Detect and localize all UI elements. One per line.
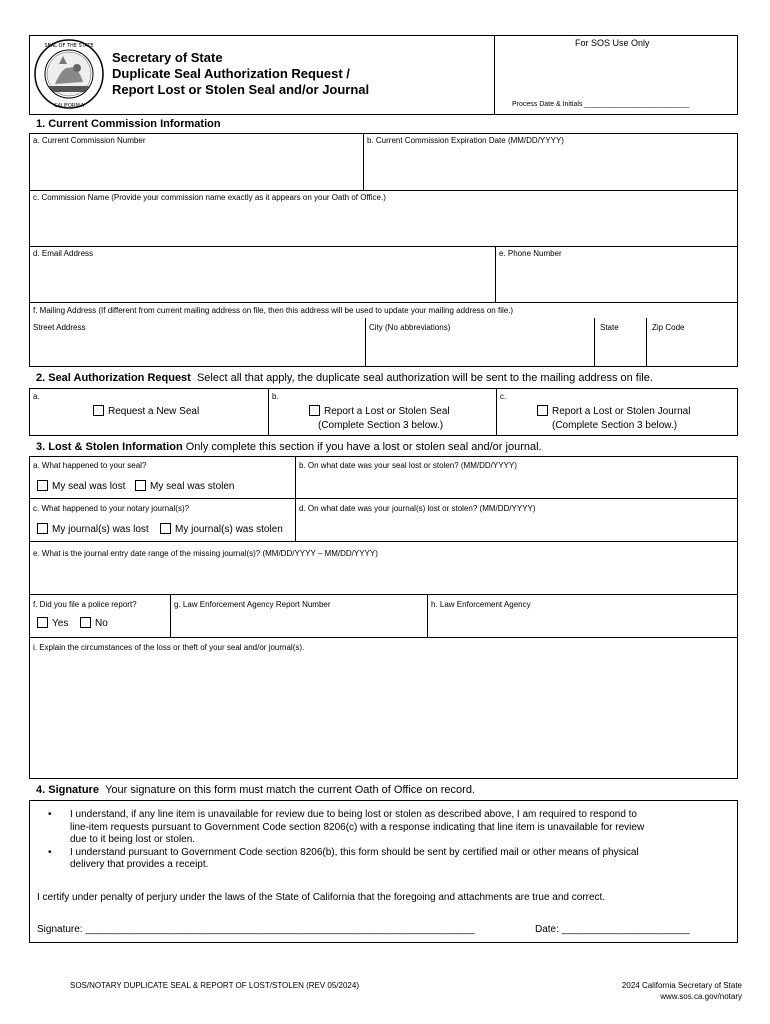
report-number-cell[interactable] — [170, 594, 427, 637]
journal-lost-label: My journal(s) was lost — [52, 524, 149, 535]
expiration-date-cell[interactable] — [363, 133, 738, 190]
journal-happened-label: c. What happened to your notary journal(s)? — [33, 504, 190, 513]
journal-stolen-option[interactable] — [160, 523, 283, 535]
state-seal-icon — [33, 38, 105, 110]
journal-stolen-label: My journal(s) was stolen — [175, 524, 283, 535]
footer-form-id: SOS/NOTARY DUPLICATE SEAL & REPORT OF LOST/STOLEN (REV 05/2024) — [70, 981, 359, 990]
phone-label: e. Phone Number — [499, 249, 562, 258]
certify-text: I certify under penalty of perjury under the laws of the State of California that the foregoing and attachments are true and correct. — [37, 892, 606, 903]
svg-text:SEAL OF THE STATE: SEAL OF THE STATE — [44, 43, 94, 49]
signature-line[interactable]: Signature: ______________________________________________________________________ — [37, 924, 475, 935]
expiration-date-label: b. Current Commission Expiration Date (MM/DD/YYYY) — [367, 136, 564, 145]
email-label: d. Email Address — [33, 249, 94, 258]
bullet-1-line-3: due to it being lost or stolen. — [70, 834, 196, 845]
header-divider — [494, 35, 495, 115]
s1-row-line-3 — [29, 302, 738, 303]
seal-lost-label: My seal was lost — [52, 481, 126, 492]
journal-lost-option[interactable] — [37, 523, 149, 535]
commission-number-cell[interactable] — [29, 133, 363, 190]
street-address-cell[interactable] — [29, 318, 365, 367]
police-yes-label: Yes — [52, 618, 69, 629]
request-new-seal-option[interactable] — [93, 405, 199, 417]
state-cell[interactable] — [594, 318, 646, 367]
title-line-1: Secretary of State — [112, 50, 223, 65]
police-yes-option[interactable] — [37, 617, 68, 629]
report-number-label: g. Law Enforcement Agency Report Number — [174, 600, 331, 609]
police-report-label: f. Did you file a police report? — [33, 600, 137, 609]
journal-date-label: d. On what date was your journal(s) lost or stolen? (MM/DD/YYYY) — [299, 504, 536, 513]
bullet-2: • I understand pursuant to Government Code section 8206(b), this form should be sent by certified mail or other means of physical delivery that provides a receipt. — [44, 847, 734, 872]
sos-use-only: For SOS Use Only — [575, 38, 650, 48]
header-title — [112, 50, 369, 98]
police-no-option[interactable] — [80, 617, 108, 629]
s2-c: c. — [500, 392, 507, 401]
circumstances-label: i. Explain the circumstances of the loss or theft of your seal and/or journal(s). — [33, 643, 305, 652]
bullet-1-line-2: line-item requests pursuant to Government Code section 8206(c) with a response indicating that line item is unavailable for review — [70, 821, 645, 833]
bullet-2-line-2: delivery that provides a receipt. — [70, 859, 209, 870]
report-lost-seal-option[interactable] — [309, 405, 450, 417]
title-line-2: Duplicate Seal Authorization Request / — [112, 66, 350, 81]
svg-text:CALIFORNIA: CALIFORNIA — [53, 103, 85, 109]
report-lost-journal-option[interactable] — [537, 405, 690, 417]
report-lost-journal-checkbox[interactable] — [537, 405, 548, 416]
journal-range-cell[interactable] — [29, 541, 738, 594]
footer-url[interactable]: www.sos.ca.gov/notary — [660, 992, 742, 1001]
mailing-address-label: f. Mailing Address (If different from current mailing address on file, then this address will be used to update your mailing address on file.) — [33, 306, 514, 315]
report-lost-seal-checkbox[interactable] — [309, 405, 320, 416]
zip-label: Zip Code — [652, 323, 685, 332]
section2-title: 2. Seal Authorization Request Select all that apply, the duplicate seal authorization will be sent to the mailing address on file. — [36, 372, 653, 384]
report-lost-seal-label: Report a Lost or Stolen Seal — [324, 406, 450, 417]
commission-name-label: c. Commission Name (Provide your commission name exactly as it appears on your Oath of Office.) — [33, 193, 386, 202]
seal-happened-label: a. What happened to your seal? — [33, 461, 147, 470]
state-label: State — [600, 323, 619, 332]
seal-date-label: b. On what date was your seal lost or stolen? (MM/DD/YYYY) — [299, 461, 517, 470]
city-label: City (No abbreviations) — [369, 323, 451, 332]
report-lost-journal-label: Report a Lost or Stolen Journal — [552, 406, 691, 417]
agency-label: h. Law Enforcement Agency — [431, 600, 531, 609]
police-no-label: No — [95, 618, 108, 629]
phone-cell[interactable] — [495, 246, 738, 302]
seal-stolen-option[interactable] — [135, 480, 234, 492]
request-new-seal-checkbox[interactable] — [93, 405, 104, 416]
zip-cell[interactable] — [646, 318, 738, 367]
seal-lost-option[interactable] — [37, 480, 125, 492]
section1-title: 1. Current Commission Information — [36, 118, 221, 130]
request-new-seal-label: Request a New Seal — [108, 406, 200, 417]
s2-a: a. — [33, 392, 40, 401]
commission-number-label: a. Current Commission Number — [33, 136, 146, 145]
circumstances-cell[interactable] — [29, 637, 738, 779]
footer-copyright: 2024 California Secretary of State — [621, 981, 742, 990]
section4-title: 4. Signature Your signature on this form must match the current Oath of Office on record. — [36, 784, 475, 796]
agency-cell[interactable] — [427, 594, 738, 637]
date-line[interactable]: Date: _______________________ — [535, 924, 690, 935]
commission-name-cell[interactable] — [29, 190, 738, 246]
seal-lost-checkbox[interactable] — [37, 480, 48, 491]
street-address-label: Street Address — [33, 323, 86, 332]
s2-vline-1 — [268, 388, 269, 436]
bullet-2-line-1: I understand pursuant to Government Code section 8206(b), this form should be sent by certified mail or other means of physical — [70, 846, 639, 858]
seal-date-cell[interactable] — [295, 456, 738, 498]
seal-stolen-label: My seal was stolen — [150, 481, 235, 492]
journal-lost-checkbox[interactable] — [37, 523, 48, 534]
city-cell[interactable] — [365, 318, 594, 367]
bullet-1-line-1: I understand, if any line item is unavailable for review due to being lost or stolen as described above, I am required to respond to — [70, 809, 637, 820]
police-yes-checkbox[interactable] — [37, 617, 48, 628]
journal-range-label: e. What is the journal entry date range of the missing journal(s)? (MM/DD/YYYY – MM/DD/YYYY) — [33, 549, 378, 558]
s2-b: b. — [272, 392, 279, 401]
report-lost-seal-note: (Complete Section 3 below.) — [318, 420, 444, 431]
email-cell[interactable] — [29, 246, 495, 302]
process-date-label: Process Date & Initials ___________________________ — [512, 101, 690, 108]
police-no-checkbox[interactable] — [80, 617, 91, 628]
journal-date-cell[interactable] — [295, 498, 738, 541]
bullet-1: • I understand, if any line item is unavailable for review due to being lost or stolen as described above, I am required to respond to line-item requests pursuant to Government Code section 8206(c) with a response indicating that line item is unavailable for review due to it being lost or stolen. — [44, 809, 734, 847]
journal-stolen-checkbox[interactable] — [160, 523, 171, 534]
bullet-list — [44, 809, 734, 872]
seal-stolen-checkbox[interactable] — [135, 480, 146, 491]
title-line-3: Report Lost or Stolen Seal and/or Journal — [112, 82, 370, 97]
s2-vline-2 — [496, 388, 497, 436]
report-lost-journal-note: (Complete Section 3 below.) — [552, 420, 678, 431]
section3-title: 3. Lost & Stolen Information Only complete this section if you have a lost or stolen seal and/or journal. — [36, 441, 542, 453]
